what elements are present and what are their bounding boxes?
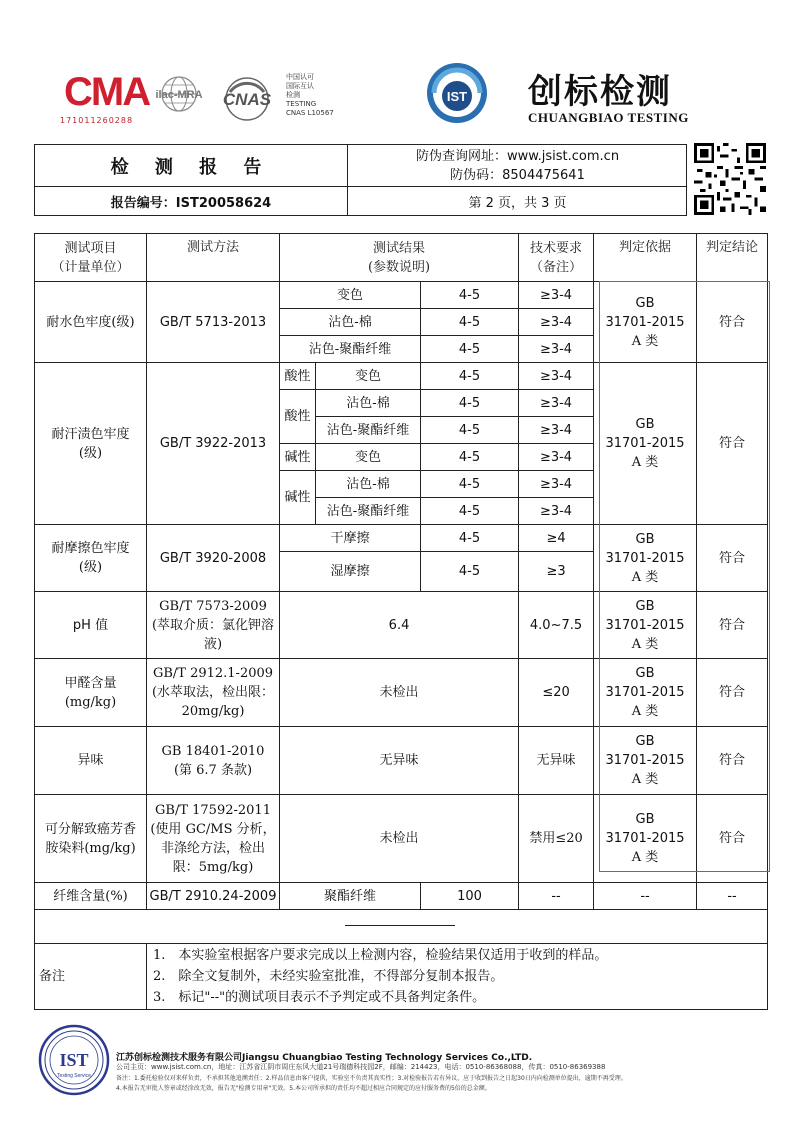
table-row: 碱性 变色 4-5 ≥3-4 bbox=[35, 444, 768, 471]
item-fiber: 纤维含量(%) bbox=[35, 883, 147, 910]
table-row: 异味 GB 18401-2010 (第 6.7 条款) 无异味 无异味 GB 31701-2015 A 类 符合 bbox=[35, 727, 768, 795]
method-amine: GB/T 17592-2011 (使用 GC/MS 分析， 非涤纶方法，检出 限：5mg/kg) bbox=[147, 795, 280, 883]
method-rub: GB/T 3920-2008 bbox=[147, 525, 280, 592]
method-fiber: GB/T 2910.24-2009 bbox=[147, 883, 280, 910]
conclusion-rub: 符合 bbox=[697, 525, 768, 592]
cma-logo: CMA 171011260288 bbox=[60, 70, 150, 125]
header-basis: 判定依据 bbox=[594, 234, 697, 282]
conclusion-water: 符合 bbox=[697, 282, 768, 363]
basis-sweat: GB 31701-2015 A 类 bbox=[594, 363, 697, 525]
highlight-box bbox=[599, 281, 770, 872]
item-odor: 异味 bbox=[35, 727, 147, 795]
separator-line bbox=[345, 925, 455, 926]
table-row: 碱性 沾色-棉 4-5 ≥3-4 bbox=[35, 471, 768, 498]
method-ph: GB/T 7573-2009 (萃取介质：氯化钾溶 液) bbox=[147, 592, 280, 659]
brand-name-cn: 创标检测 bbox=[528, 72, 672, 112]
item-water: 耐水色牢度(级) bbox=[35, 282, 147, 363]
report-number: 报告编号：IST20058624 bbox=[110, 196, 272, 211]
qr-code[interactable] bbox=[694, 143, 766, 215]
brand-name-en: CHUANGBIAO TESTING bbox=[528, 110, 689, 125]
basis-water: GB 31701-2015 A 类 bbox=[594, 282, 697, 363]
item-amine: 可分解致癌芳香 胺染料(mg/kg) bbox=[35, 795, 147, 883]
svg-text:Testing Service: Testing Service bbox=[57, 1073, 91, 1079]
footer-note-1: 备注：1.委托检验仅对来样负责，不承担其他追溯责任；2.样品信息由客户提供，实验室不负责其真实性；3.对检验报告若有异议，应于收到报告之日起30日内向检测单位提出，逾期不再受理。 bbox=[116, 1075, 627, 1082]
footer-address: 公司主页：www.jsist.com.cn，地址：江苏省江阴市周庄东风大道21号瑞德科技园2F，邮编：214423，电话：0510-86368088，传真：0510-86369388 bbox=[116, 1063, 606, 1071]
report-footer bbox=[0, 1020, 800, 1131]
conclusion-amine: 符合 bbox=[697, 795, 768, 883]
item-formaldehyde: 甲醛含量 (mg/kg) bbox=[35, 659, 147, 727]
header-result: 测试结果 (参数说明) bbox=[280, 234, 519, 282]
report-header bbox=[0, 0, 800, 140]
table-row: 纤维含量(%) GB/T 2910.24-2009 聚酯纤维 100 -- -- -- bbox=[35, 883, 768, 910]
report-title-box bbox=[34, 144, 687, 216]
notes-row bbox=[35, 944, 768, 1010]
ilac-mra-logo bbox=[150, 74, 208, 124]
cnas-logo bbox=[214, 76, 280, 122]
method-sweat: GB/T 3922-2013 bbox=[147, 363, 280, 525]
svg-text:IST: IST bbox=[59, 1050, 89, 1070]
item-ph: pH 值 bbox=[35, 592, 147, 659]
method-water: GB/T 5713-2013 bbox=[147, 282, 280, 363]
table-row: 沾色-聚酯纤维 4-5 ≥3-4 bbox=[35, 498, 768, 525]
table-row: 沾色-聚酯纤维 4-5 ≥3-4 bbox=[35, 417, 768, 444]
table-row: 耐水色牢度(级) GB/T 5713-2013 变色 4-5 ≥3-4 GB 31701-2015 A 类 符合 bbox=[35, 282, 768, 309]
svg-text:CNAS: CNAS bbox=[222, 90, 272, 109]
basis-ph: GB 31701-2015 A 类 bbox=[594, 592, 697, 659]
item-sweat: 耐汗渍色牢度 (级) bbox=[35, 363, 147, 525]
basis-rub: GB 31701-2015 A 类 bbox=[594, 525, 697, 592]
conclusion-sweat: 符合 bbox=[697, 363, 768, 525]
table-row: 可分解致癌芳香 胺染料(mg/kg) GB/T 17592-2011 (使用 GC/MS 分析， 非涤纶方法，检出 限：5mg/kg) 未检出 禁用≤20 GB 31701-2015 A 类 符合 bbox=[35, 795, 768, 883]
header-item: 测试项目 （计量单位） bbox=[35, 234, 147, 282]
header-method: 测试方法 bbox=[147, 234, 280, 282]
table-row: 沾色-聚酯纤维 4-5 ≥3-4 bbox=[35, 336, 768, 363]
notes-content: 1. 本实验室根据客户要求完成以上检测内容，检验结果仅适用于收到的样品。 2. 除全文复制外，未经实验室批准，不得部分复制本报告。 3. 标记"--"的测试项目表示不予判定或不具备判定条件。 bbox=[147, 944, 768, 1010]
ist-seal-icon bbox=[38, 1024, 110, 1096]
svg-text:IST: IST bbox=[446, 89, 468, 104]
table-row: 酸性 沾色-棉 4-5 ≥3-4 bbox=[35, 390, 768, 417]
table-row: 甲醛含量 (mg/kg) GB/T 2912.1-2009 (水萃取法，检出限： 20mg/kg) 未检出 ≤20 GB 31701-2015 A 类 符合 bbox=[35, 659, 768, 727]
page-info: 第 2 页，共 3 页 bbox=[468, 196, 567, 211]
basis-odor: GB 31701-2015 A 类 bbox=[594, 727, 697, 795]
table-header-row bbox=[35, 234, 768, 282]
table-row: 耐汗渍色牢度 (级) GB/T 3922-2013 酸性 变色 4-5 ≥3-4 GB 31701-2015 A 类 符合 bbox=[35, 363, 768, 390]
table-row bbox=[35, 910, 768, 944]
footer-company: 江苏创标检测技术服务有限公司Jiangsu Chuangbiao Testing Technology Services Co.,LTD. bbox=[116, 1053, 533, 1063]
conclusion-formaldehyde: 符合 bbox=[697, 659, 768, 727]
table-row: 沾色-棉 4-5 ≥3-4 bbox=[35, 309, 768, 336]
header-requirement: 技术要求 （备注） bbox=[519, 234, 594, 282]
ist-logo bbox=[424, 60, 490, 126]
svg-text:ilac-MRA: ilac-MRA bbox=[155, 89, 203, 101]
verify-url: 防伪查询网址：www.jsist.com.cn bbox=[415, 149, 620, 164]
basis-formaldehyde: GB 31701-2015 A 类 bbox=[594, 659, 697, 727]
conclusion-ph: 符合 bbox=[697, 592, 768, 659]
basis-amine: GB 31701-2015 A 类 bbox=[594, 795, 697, 883]
method-formaldehyde: GB/T 2912.1-2009 (水萃取法，检出限： 20mg/kg) bbox=[147, 659, 280, 727]
report-title: 检 测 报 告 bbox=[110, 157, 272, 178]
table-row: 耐摩擦色牢度 (级) GB/T 3920-2008 干摩擦 4-5 ≥4 GB 31701-2015 A 类 符合 bbox=[35, 525, 768, 552]
item-rub: 耐摩擦色牢度 (级) bbox=[35, 525, 147, 592]
table-row: 湿摩擦 4-5 ≥3 bbox=[35, 552, 768, 592]
verify-info bbox=[347, 145, 688, 187]
method-odor: GB 18401-2010 (第 6.7 条款) bbox=[147, 727, 280, 795]
cnas-info: 中国认可 国际互认 检测 TESTING CNAS L10567 bbox=[286, 73, 334, 117]
notes-label: 备注 bbox=[35, 944, 147, 1010]
header-conclusion: 判定结论 bbox=[697, 234, 768, 282]
conclusion-odor: 符合 bbox=[697, 727, 768, 795]
footer-note-2: 4.本报告无审批人签章或经涂改无效，报告无"检测专用章"无效。5.本公司所承担的责任均不超过相应合同规定的应付服务费的5倍的总金额。 bbox=[116, 1085, 491, 1092]
verify-code: 防伪码：8504475641 bbox=[450, 168, 585, 183]
table-row: pH 值 GB/T 7573-2009 (萃取介质：氯化钾溶 液) 6.4 4.0~7.5 GB 31701-2015 A 类 符合 bbox=[35, 592, 768, 659]
